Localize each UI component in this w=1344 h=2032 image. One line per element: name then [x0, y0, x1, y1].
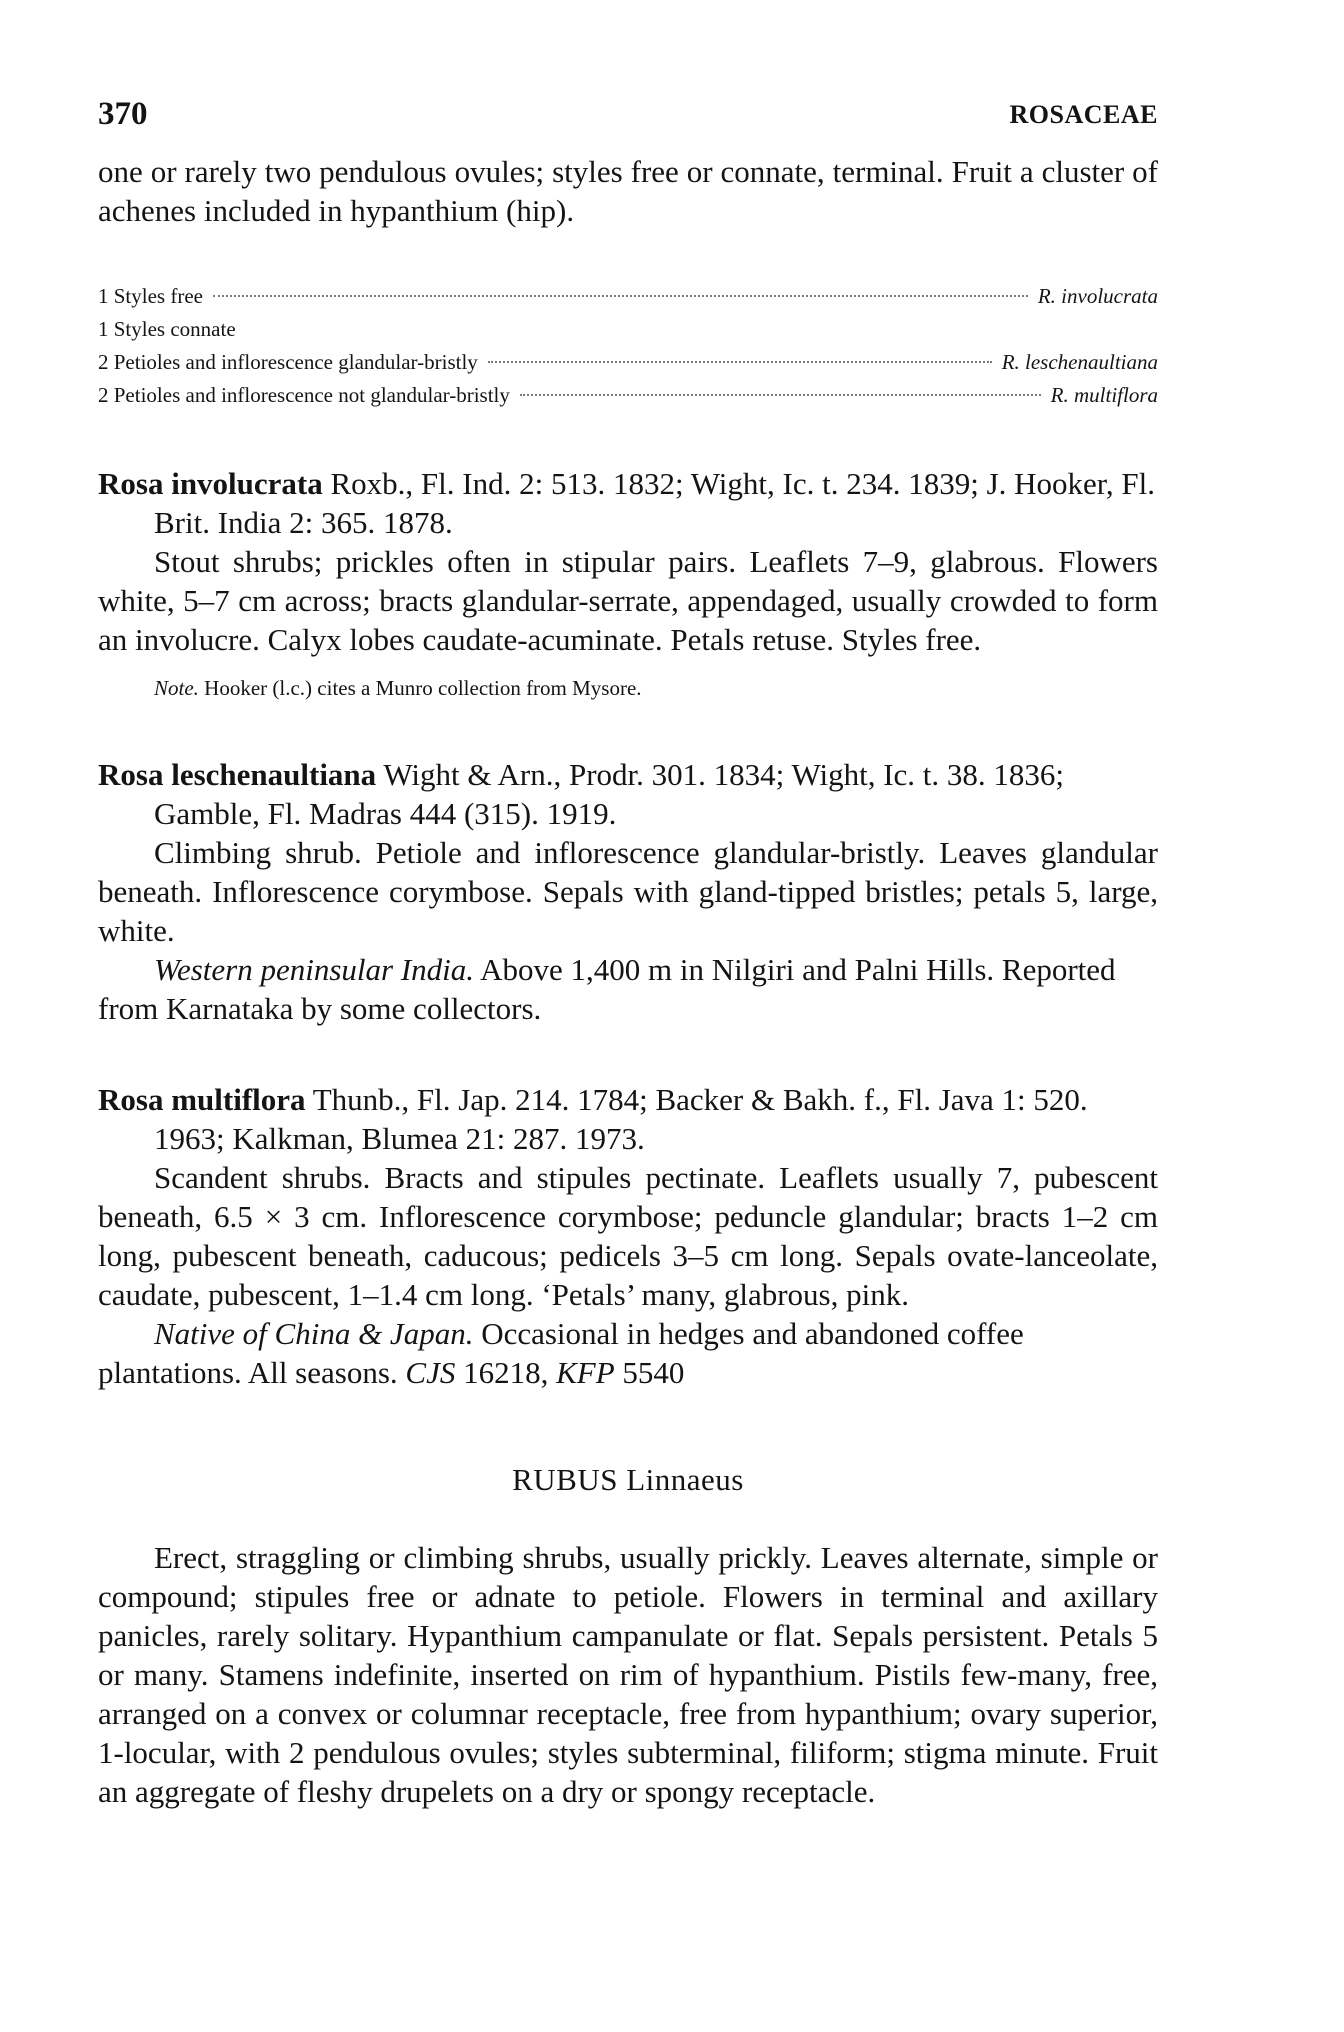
species-note — [98, 673, 1158, 703]
genus-name: RUBUS — [512, 1462, 618, 1497]
species-distribution — [98, 950, 1158, 1028]
distribution-text: Occasional in hedges and abandoned coffee plantations. All seasons. — [98, 1316, 1024, 1390]
key-lead — [98, 313, 1158, 346]
species-citation — [98, 1080, 1158, 1158]
leader-dots — [213, 295, 1028, 297]
page-header — [98, 96, 1158, 152]
species-citation — [98, 464, 1158, 542]
leader-dots — [520, 394, 1041, 396]
species-entry — [98, 1080, 1158, 1392]
key-lead-text: 1 Styles free — [98, 284, 203, 308]
specimen-number: 16218, — [463, 1355, 549, 1390]
key-lead-text: 2 Petioles and inflorescence glandular-bristly — [98, 350, 478, 374]
species-entry — [98, 755, 1158, 1028]
running-head: ROSACEAE — [1009, 100, 1158, 129]
species-name: Rosa multiflora — [98, 1082, 306, 1117]
species-name: Rosa leschenaultiana — [98, 757, 377, 792]
citation-text: Thunb., Fl. Jap. 214. 1784; Backer & Bakh. f., Fl. Java 1: 520. 1963; Kalkman, Blumea 21: 287. 1973. — [154, 1082, 1088, 1156]
key-lead-text: 1 Styles connate — [98, 317, 236, 341]
citation-text: Roxb., Fl. Ind. 2: 513. 1832; Wight, Ic. t. 234. 1839; J. Hooker, Fl. Brit. India 2: 365. 1878. — [154, 466, 1155, 540]
key-lead-taxon: R. involucrata — [1037, 284, 1158, 308]
citation-text: Wight & Arn., Prodr. 301. 1834; Wight, Ic. t. 38. 1836; Gamble, Fl. Madras 444 (315). 1919. — [154, 757, 1065, 831]
note-label: Note. — [154, 676, 199, 700]
note-text: Hooker (l.c.) cites a Munro collection from Mysore. — [204, 676, 642, 700]
species-citation — [98, 755, 1158, 833]
genus-description: Erect, straggling or climbing shrubs, usually prickly. Leaves alternate, simple or compound; stipules free or adnate to petiole. Flowers in terminal and axillary panicles, rarely solitary. Hypanthium campanulate or flat. Sepals persistent. Petals 5 or many. Stamens indefinite, inserted on rim of hypanthium. Pistils few-many, free, arranged on a convex or columnar receptacle, free from hypanthium; ovary superior, 1-locular, with 2 pendulous ovules; styles subterminal, filiform; stigma minute. Fruit an aggregate of fleshy drupelets on a dry or spongy receptacle. — [98, 1540, 1158, 1809]
key-lead-taxon: R. multiflora — [1050, 383, 1158, 407]
key-lead-text: 2 Petioles and inflorescence not glandular-bristly — [98, 383, 510, 407]
species-entry — [98, 464, 1158, 703]
specimen-collection-label: KFP — [556, 1355, 615, 1390]
key-lead-taxon: R. leschenaultiana — [1001, 350, 1158, 374]
book-page — [98, 96, 1158, 1811]
key-lead — [98, 346, 1158, 379]
page-number: 370 — [98, 96, 148, 132]
species-description: Climbing shrub. Petiole and inflorescence glandular-bristly. Leaves glandular beneath. Inflorescence corymbose. Sepals with gland-tipped bristles; petals 5, large, white. — [98, 835, 1158, 948]
species-description: Scandent shrubs. Bracts and stipules pectinate. Leaflets usually 7, pubescent beneath, 6.5 × 3 cm. Inflorescence corymbose; peduncle glandular; bracts 1–2 cm long, pubescent beneath, caducous; pedicels 3–5 cm long. Sepals ovate-lanceolate, caudate, pubescent, 1–1.4 cm long. ‘Petals’ many, glabrous, pink. — [98, 1160, 1158, 1312]
distribution-text: Above 1,400 m in Nilgiri and Palni Hills. Reported from Karnataka by some collectors. — [98, 952, 1116, 1026]
species-distribution — [98, 1314, 1158, 1392]
identification-key — [98, 280, 1158, 412]
leader-dots — [488, 361, 992, 363]
specimen-collection-label: CJS — [405, 1355, 456, 1390]
genus-heading — [98, 1462, 1158, 1498]
intro-paragraph: one or rarely two pendulous ovules; styles free or connate, terminal. Fruit a cluster of achenes included in hypanthium (hip). — [98, 154, 1158, 228]
distribution-region: Western peninsular India. — [154, 952, 475, 987]
specimen-number: 5540 — [622, 1355, 685, 1390]
key-lead — [98, 280, 1158, 313]
species-name: Rosa involucrata — [98, 466, 323, 501]
key-lead — [98, 379, 1158, 412]
genus-author: Linnaeus — [626, 1462, 744, 1497]
distribution-region: Native of China & Japan. — [154, 1316, 474, 1351]
species-description: Stout shrubs; prickles often in stipular pairs. Leaflets 7–9, glabrous. Flowers white, 5–7 cm across; bracts glandular-serrate, appendaged, usually crowded to form an involucre. Calyx lobes caudate-acuminate. Petals retuse. Styles free. — [98, 544, 1158, 657]
